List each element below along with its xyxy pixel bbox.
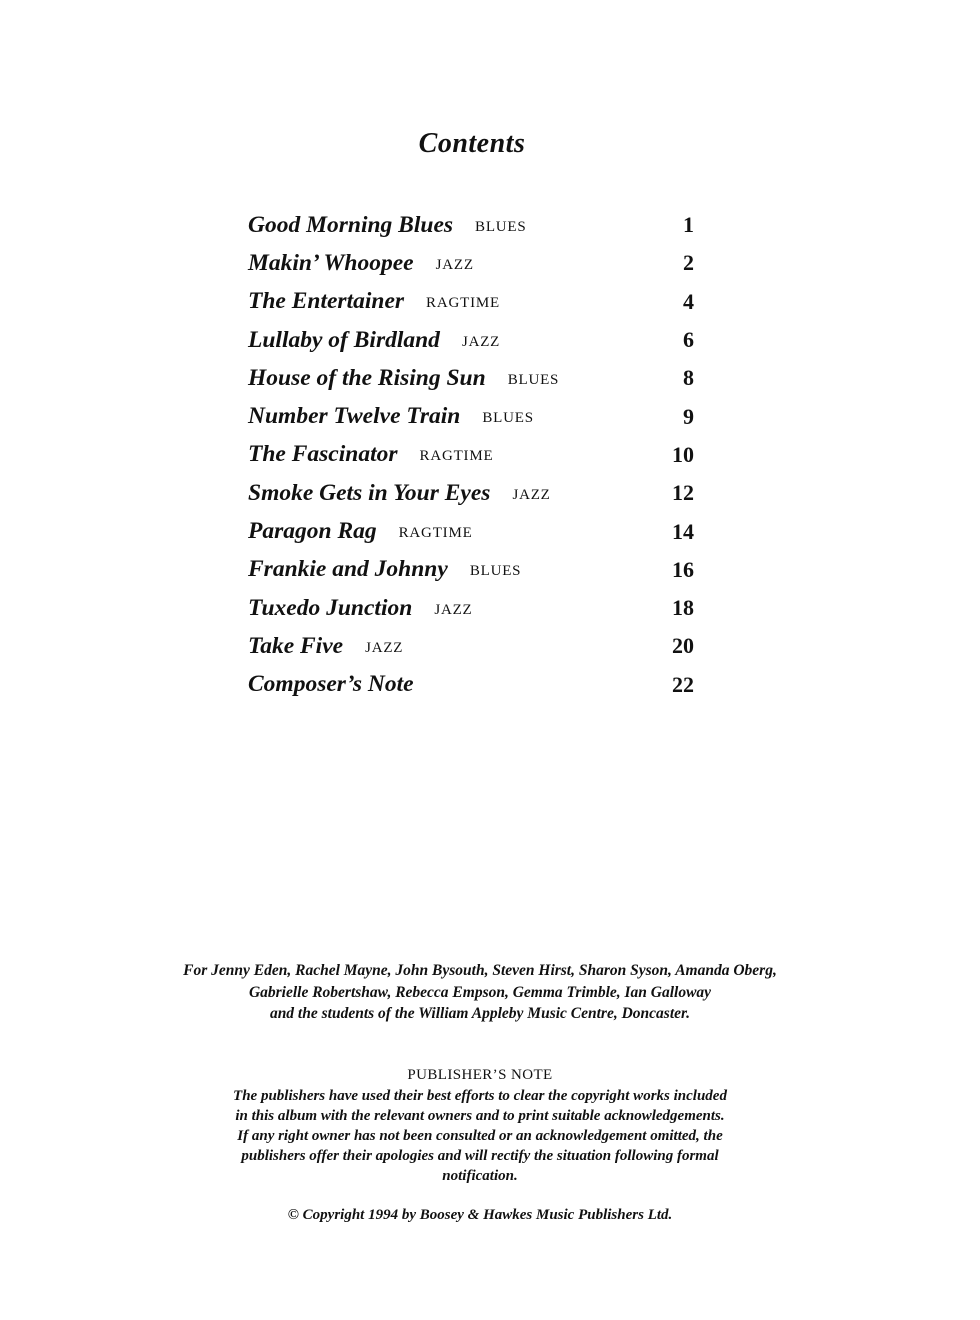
contents-entry	[248, 359, 694, 397]
contents-entry	[248, 627, 694, 665]
entry-page-number: 16	[672, 556, 694, 582]
page-title: Contents	[418, 128, 526, 159]
dedication-line: Gabrielle Robertshaw, Rebecca Empson, Gemma Trimble, Ian Galloway	[248, 983, 712, 1001]
entry-page-number: 18	[672, 595, 694, 621]
entry-page-number: 9	[683, 403, 694, 429]
entry-page-number: 8	[683, 365, 694, 391]
entry-genre: RAGTIME	[426, 295, 500, 312]
entry-title: House of the Rising Sun	[248, 364, 486, 391]
entry-genre: JAZZ	[434, 601, 473, 618]
entry-title: Frankie and Johnny	[248, 556, 448, 583]
entry-title: Makin’ Whoopee	[248, 249, 414, 276]
dedication-line: For Jenny Eden, Rachel Mayne, John Bysouth, Steven Hirst, Sharon Syson, Amanda Oberg,	[183, 962, 777, 979]
entry-genre: RAGTIME	[398, 525, 473, 542]
entry-genre: JAZZ	[435, 256, 474, 273]
publishers-note-line: in this album with the relevant owners and to print suitable acknowledgements.	[235, 1108, 725, 1124]
entry-title: Smoke Gets in Your Eyes	[248, 479, 491, 506]
entry-page-number: 6	[683, 327, 694, 353]
contents-entry	[248, 512, 694, 550]
entry-page-number: 22	[672, 671, 694, 697]
entry-page-number: 20	[672, 633, 694, 659]
entry-page-number: 2	[683, 250, 694, 276]
entry-title: Tuxedo Junction	[248, 594, 413, 621]
contents-entry	[248, 283, 694, 321]
publishers-note-line: The publishers have used their best efforts to clear the copyright works included	[233, 1088, 727, 1104]
entry-page-number: 4	[683, 288, 694, 314]
contents-entry	[248, 436, 694, 474]
entry-page-number: 1	[683, 212, 694, 238]
entry-genre: BLUES	[475, 218, 527, 235]
publishers-note-line: notification.	[442, 1168, 518, 1184]
contents-entry	[248, 551, 694, 589]
entry-title: Lullaby of Birdland	[248, 326, 440, 353]
contents-entry	[248, 589, 694, 627]
entry-genre: RAGTIME	[419, 448, 494, 465]
contents-entry	[248, 474, 694, 512]
dedication-line: and the students of the William Appleby Music Centre, Doncaster.	[269, 1005, 691, 1022]
entry-title: Take Five	[248, 632, 344, 659]
entry-title: Number Twelve Train	[248, 403, 461, 430]
entry-title: The Entertainer	[248, 288, 405, 315]
entry-genre: BLUES	[469, 563, 522, 580]
entry-page-number: 10	[672, 441, 694, 467]
entry-page-number: 12	[672, 480, 694, 506]
entry-genre: JAZZ	[461, 333, 501, 350]
contents-list	[248, 206, 694, 704]
publishers-note-text	[180, 1086, 780, 1186]
contents-entry	[248, 206, 694, 244]
entry-title: The Fascinator	[248, 441, 398, 468]
entry-title: Paragon Rag	[248, 518, 377, 545]
entry-genre: JAZZ	[512, 486, 551, 503]
entry-title: Good Morning Blues	[248, 211, 454, 238]
copyright-notice: © Copyright 1994 by Boosey & Hawkes Music Publishers Ltd.	[287, 1207, 673, 1223]
dedication	[130, 960, 830, 1025]
entry-page-number: 14	[672, 518, 694, 544]
contents-entry	[248, 666, 694, 704]
publishers-note-line: publishers offer their apologies and will rectify the situation following formal	[241, 1148, 719, 1164]
entry-genre: BLUES	[507, 371, 560, 388]
entry-title: Composer’s Note	[248, 671, 414, 698]
contents-entry	[248, 244, 694, 282]
contents-entry	[248, 321, 694, 359]
contents-entry	[248, 397, 694, 435]
publishers-note-heading: PUBLISHER’S NOTE	[407, 1067, 553, 1083]
publishers-note-line: If any right owner has not been consulted or an acknowledgement omitted, the	[237, 1128, 723, 1144]
entry-genre: JAZZ	[365, 639, 404, 656]
entry-genre: BLUES	[482, 410, 534, 427]
